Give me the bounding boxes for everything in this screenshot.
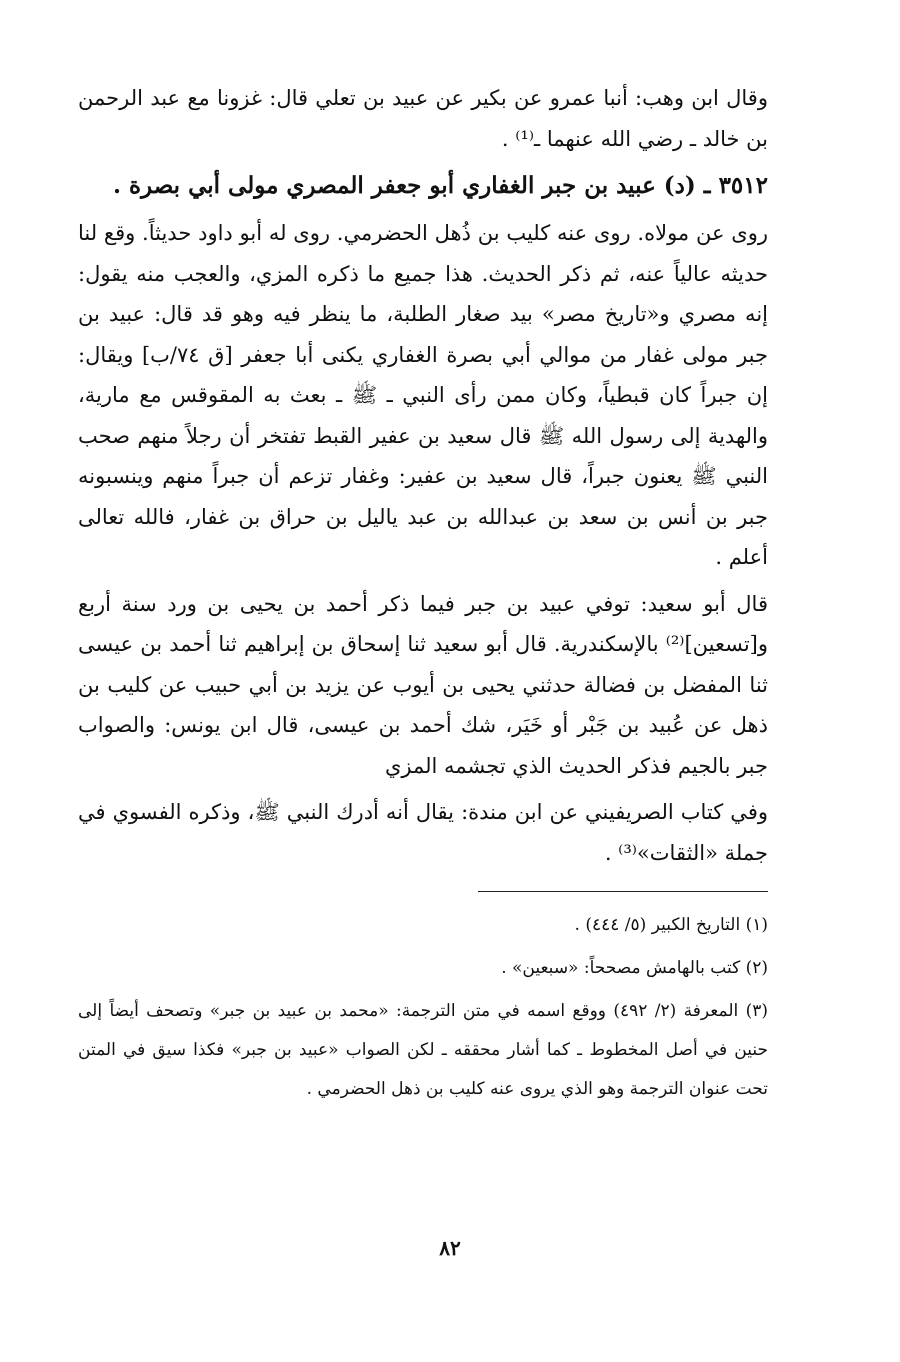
entry-heading xyxy=(78,165,768,207)
footnote-1: (١) التاريخ الكبير (٥/ ٤٤٤) . xyxy=(574,915,768,935)
footnote-2: (٢) كتب بالهامش مصححاً: «سبعين» . xyxy=(501,958,768,978)
footnotes xyxy=(78,906,768,1109)
page-content xyxy=(78,78,768,1113)
paragraph-abu-said: قال أبو سعيد: توفي عبيد بن جبر فيما ذكر أحمد بن يحيى بن ورد سنة أربع و[تسعين]⁽²⁾ بالإسكندرية. قال أبو سعيد ثنا إسحاق بن إبراهيم ثنا أحمد بن عيسى ثنا المفضل بن فضالة حدثني يحيى بن أيوب عن يزيد بن أبي حبيب عن كليب بن ذهل عن عُبيد بن جَبْر أو خَيَر، شك أحمد بن عيسى، قال ابن يونس: والصواب جبر بالجيم فذكر الحديث الذي تجشمه المزي xyxy=(78,591,768,778)
page-number: ٨٢ xyxy=(439,1236,461,1260)
footnote-3: (٣) المعرفة (٢/ ٤٩٢) ووقع اسمه في متن الترجمة: «محمد بن عبيد بن جبر» وتصحف أيضاً إلى حنين في أصل المخطوط ـ كما أشار محققه ـ لكن الصواب «عبيد بن جبر» فكذا سيق في المتن تحت عنوان الترجمة وهو الذي يروى عنه كليب بن ذهل الحضرمي . xyxy=(78,1001,769,1099)
footnote-divider xyxy=(478,891,768,892)
paragraph-biography: روى عن مولاه. روى عنه كليب بن ذُهل الحضرمي. روى له أبو داود حديثاً. وقع لنا حديثه عالياً عنه، ثم ذكر الحديث. هذا جميع ما ذكره المزي، والعجب منه يقول: إنه مصري و«تاريخ مصر» بيد صغار الطلبة، ما ينظر فيه وهو قد قال: عبيد بن جبر مولى غفار من موالي أبي بصرة الغفاري يكنى أبا جعفر [ق ٧٤/ب] ويقال: إن جبراً كان قبطياً، وكان ممن رأى النبي ـ ﷺ ـ بعث به المقوقس مع مارية، والهدية إلى رسول الله ﷺ قال سعيد بن عفير القبط تفتخر أن رجلاً منهم صحب النبي ﷺ يعنون جبراً، قال سعيد بن عفير: وغفار تزعم أن جبراً منهم وينسبونه جبر بن أنس بن سعد بن عبدالله بن عبد ياليل بن حراق بن غفار، فالله تعالى أعلم . xyxy=(78,221,768,569)
entry-title: ـ (د) عبيد بن جبر الغفاري أبو جعفر المصري مولى أبي بصرة . xyxy=(112,172,711,199)
paragraph-sarifini: وفي كتاب الصريفيني عن ابن مندة: يقال أنه أدرك النبي ﷺ، وذكره الفسوي في جملة «الثقات»⁽³⁾ . xyxy=(78,800,768,865)
main-text xyxy=(78,78,768,873)
entry-number: ٣٥١٢ xyxy=(718,172,768,199)
paragraph-ibn-wahb: وقال ابن وهب: أنبا عمرو عن بكير عن عبيد بن تعلي قال: غزونا مع عبد الرحمن بن خالد ـ رضي الله عنهما ـ⁽¹⁾ . xyxy=(78,86,768,151)
